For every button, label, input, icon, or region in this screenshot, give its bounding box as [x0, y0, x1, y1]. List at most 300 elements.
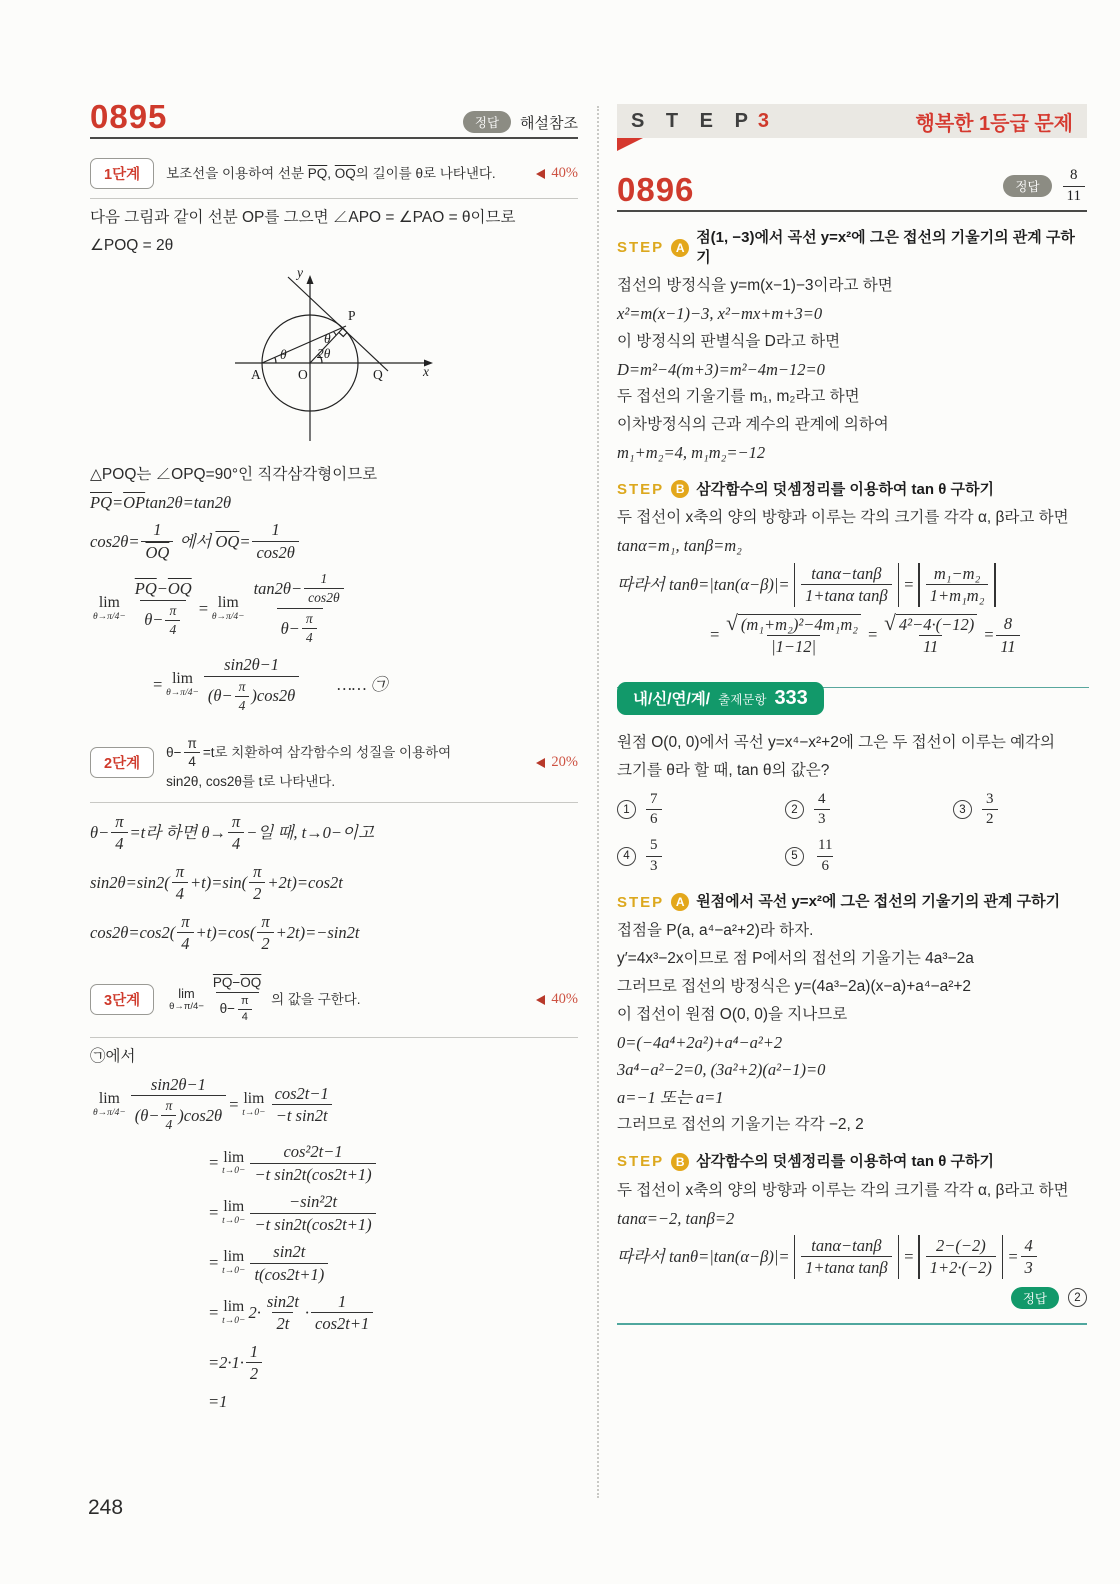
math-line — [617, 613, 1087, 658]
math-text: π — [181, 911, 190, 931]
problem-number: 0895 — [90, 98, 168, 135]
radical-icon: √ — [884, 611, 896, 636]
final-answer-badge: 정답 — [1011, 1287, 1059, 1309]
math-text: cos2t+1 — [315, 1314, 370, 1334]
math-text: 2 — [261, 934, 270, 954]
fraction — [165, 602, 180, 639]
fraction — [131, 578, 196, 639]
badge-series: 내/신/연/계/ — [633, 690, 711, 708]
step-description — [166, 163, 524, 185]
math-text: 4 — [1024, 1236, 1033, 1255]
step-letter-icon: B — [671, 1153, 689, 1171]
step-word: STEP — [617, 1153, 665, 1171]
step-heading-title: 원점에서 곡선 y=x²에 그은 접선의 기울기의 관계 구하기 — [696, 893, 1061, 911]
choice-number-icon: 5 — [785, 847, 804, 866]
fraction — [801, 563, 892, 607]
limit-operator: lim t→0− — [222, 1198, 246, 1227]
step-percentage — [536, 991, 578, 1008]
math-text: =1 — [208, 1391, 228, 1411]
math-text: 따라서 tanθ=|tan(α−β)|= — [617, 574, 790, 594]
overline-segment: $\overline{OP}$ — [123, 493, 146, 512]
math-text: tanα−tanβ — [811, 1236, 882, 1255]
fraction — [172, 861, 188, 905]
left-triangle-icon — [536, 169, 545, 179]
text-line: y′=4x³−2x이므로 점 P에서의 접선의 기울기는 4a³−2a — [617, 949, 974, 967]
math-line — [90, 1341, 578, 1385]
step-percentage — [536, 754, 578, 771]
math-text: 1 — [271, 520, 280, 540]
math-text: 4 — [175, 884, 185, 904]
text-line: 이차방정식의 근과 계수의 관계에 의하여 — [617, 416, 889, 434]
math-line — [617, 303, 1087, 324]
linked-problem-badge — [617, 682, 824, 715]
math-text: θ− — [219, 1001, 235, 1017]
math-text: π — [115, 811, 124, 831]
limit-operator: lim θ→π/4− — [166, 670, 199, 698]
answer-badge: 정답 — [1003, 175, 1051, 197]
math-text: )cos2θ — [178, 1105, 223, 1125]
math-text: cos²2t−1 — [283, 1142, 343, 1162]
step-percentage — [536, 165, 578, 182]
step-heading — [617, 228, 1087, 267]
math-text: 1 — [320, 571, 328, 587]
problem-header-0896 — [617, 166, 1087, 210]
math-text: 2t — [276, 1314, 290, 1334]
math-text: 4 — [115, 834, 124, 854]
math-text: = — [239, 531, 251, 551]
limit-operator: lim θ→π/4− — [169, 985, 204, 1013]
limit-operator: lim t→0− — [242, 1089, 266, 1118]
math-text: π — [238, 678, 246, 694]
math-text: sin2θ−1 — [224, 655, 280, 675]
math-text: −t sin2t(cos2t+1) — [254, 1214, 372, 1234]
math-text: −일 때, t→0−이고 — [246, 823, 374, 843]
angle-label-theta-A: θ — [280, 347, 287, 362]
geometry-figure — [215, 263, 578, 458]
math-text: 2 — [249, 1364, 259, 1384]
overline-segment: $\overline{PQ}$ — [212, 974, 233, 990]
math-text: = — [208, 1303, 220, 1323]
text-line: 다음 그림과 같이 선분 OP를 그으면 ∠APO = ∠PAO = θ이므로 — [90, 209, 516, 226]
math-text: 3a⁴−a²−2=0, (3a²+2)(a²−1)=0 — [617, 1060, 826, 1080]
math-text: sin2t — [273, 1242, 306, 1262]
fraction — [271, 1083, 333, 1127]
math-line — [90, 1391, 578, 1412]
step-label: 2단계 — [90, 747, 154, 778]
page-number: 248 — [88, 1496, 124, 1519]
step3-label: S T E P 3 — [631, 109, 770, 132]
choice-fraction: $\frac{11}{6}$ — [814, 836, 836, 876]
math-text: −sin²2t — [288, 1192, 338, 1212]
math-line — [90, 519, 578, 563]
tall-bar — [918, 563, 920, 607]
fraction — [131, 1074, 226, 1135]
fraction — [926, 563, 989, 607]
text-line: 이 방정식의 판별식을 D라고 하면 — [617, 332, 841, 350]
math-text: π — [175, 861, 185, 881]
math-text: π — [240, 994, 249, 1007]
math-text: tan2θ=tan2θ — [145, 493, 232, 512]
math-text: = — [152, 675, 164, 695]
angle-label-2theta: 2θ — [317, 346, 331, 361]
math-text: +t)=sin( — [190, 873, 248, 893]
fraction — [183, 735, 200, 772]
math-text: = — [228, 1094, 240, 1114]
tall-bar — [898, 1235, 900, 1279]
answer-value: 해설참조 — [520, 114, 578, 132]
circle-tangent-diagram — [215, 263, 515, 453]
section-end-rule — [617, 1323, 1087, 1325]
math-line — [90, 861, 578, 905]
math-text: = — [903, 574, 915, 594]
limit-operator: lim θ→π/4− — [211, 594, 245, 622]
math-text: π — [305, 611, 313, 627]
fraction — [926, 1235, 996, 1279]
choice-number-icon: 1 — [617, 800, 636, 819]
math-text: 1+tanα tanβ — [805, 586, 888, 606]
text-line: 크기를 θ라 할 때, tan θ의 값은? — [617, 761, 830, 779]
fraction — [801, 1235, 892, 1279]
answer-reference — [463, 111, 578, 133]
fraction — [304, 570, 343, 607]
math-line — [617, 1059, 1087, 1080]
math-text: = — [208, 1153, 220, 1173]
fraction — [250, 1141, 375, 1185]
math-text: 4 — [181, 934, 190, 954]
math-text: cos2θ=cos2( — [90, 923, 176, 943]
math-text: D=m²−4(m+3)=m²−4m−12=0 — [617, 359, 825, 379]
text-line: ㉠에서 — [90, 1047, 136, 1065]
final-answer-row — [617, 1287, 1087, 1309]
math-text: 0=(−4a⁴+2a²)+a⁴−a²+2 — [617, 1032, 783, 1052]
math-text: 1 — [153, 520, 162, 540]
math-text: 4 — [238, 697, 246, 713]
badge-number: 333 — [774, 686, 808, 709]
percent-value: 40% — [551, 165, 578, 181]
overline-segment: $\overline{OQ}$ — [334, 165, 356, 181]
header-rule — [617, 210, 1087, 212]
math-line — [90, 654, 578, 715]
overline-segment: $\overline{OQ}$ — [167, 579, 192, 599]
math-line — [90, 1191, 578, 1235]
math-text: −t sin2t(cos2t+1) — [254, 1164, 372, 1184]
math-text: …… ㉠ — [337, 675, 388, 695]
fraction — [311, 1291, 373, 1335]
math-line — [617, 442, 1087, 463]
math-text: = — [866, 625, 879, 645]
math-text: π — [261, 911, 270, 931]
math-text: π — [231, 811, 241, 831]
step-heading-title: 점(1, −3)에서 곡선 y=x²에 그은 접선의 기울기의 관계 구하기 — [696, 229, 1075, 266]
math-line — [90, 569, 578, 648]
axis-label-y: y — [297, 265, 303, 280]
math-text: 4 — [305, 630, 313, 646]
choice-number-icon: 2 — [785, 800, 804, 819]
math-text: θ− — [166, 745, 182, 761]
math-text: sin2θ−1 — [150, 1074, 206, 1094]
math-line — [617, 1235, 1087, 1279]
math-text: = — [197, 599, 209, 619]
math-line — [617, 1087, 1087, 1108]
math-text: 의 길이를 θ로 나타낸다. — [355, 165, 496, 181]
math-text: 8 — [1003, 614, 1013, 634]
square-root — [884, 611, 977, 636]
tall-bar — [794, 1235, 796, 1279]
math-text: )cos2θ — [251, 686, 296, 706]
overline-segment: $\overline{PQ}$ — [90, 493, 112, 512]
choice-fraction: $\frac{7}{6}$ — [646, 790, 662, 830]
math-text: = — [112, 493, 124, 512]
limit-operator: lim t→0− — [222, 1248, 246, 1277]
fraction — [111, 811, 127, 855]
math-text: θ− — [90, 823, 110, 843]
overline-segment: $\overline{OQ}$ — [215, 531, 240, 551]
fraction — [204, 654, 299, 715]
math-text: = — [709, 625, 721, 645]
math-text: 따라서 tanθ=|tan(α−β)|= — [617, 1247, 790, 1267]
step-label: 3단계 — [90, 984, 154, 1015]
fraction — [1021, 1235, 1037, 1279]
text-line: △POQ는 ∠OPQ=90°인 직각삼각형이므로 — [90, 466, 378, 483]
choice-item — [953, 790, 1087, 830]
limit-operator: lim θ→π/4− — [93, 594, 126, 622]
fraction — [302, 610, 317, 647]
limit-operator: lim t→0− — [222, 1298, 246, 1327]
math-line — [90, 1141, 578, 1185]
choice-fraction: $\frac{4}{3}$ — [814, 790, 830, 830]
math-line — [90, 1291, 578, 1335]
text-line: 원점 O(0, 0)에서 곡선 y=x⁴−x²+2에 그은 두 접선이 이루는 예각의 — [617, 733, 1056, 751]
math-text: = — [1007, 1247, 1019, 1267]
fraction — [880, 613, 981, 658]
fraction — [209, 974, 265, 1026]
math-text: +2t)=−sin2t — [275, 923, 360, 943]
point-label-A: A — [251, 367, 261, 382]
step3-banner — [617, 104, 1087, 138]
fraction — [263, 1291, 303, 1335]
fraction — [249, 861, 265, 905]
tall-bar — [994, 563, 996, 607]
math-text: π — [187, 735, 197, 751]
math-text: 4 — [241, 1010, 248, 1023]
math-text: 의 값을 구한다. — [267, 992, 361, 1007]
text-line: 두 접선이 x축의 양의 방향과 이루는 각의 크기를 각각 α, β라고 하면 — [617, 1181, 1069, 1199]
math-text: (m₁+m₂)²−4m₁m₂ — [740, 614, 858, 634]
math-text: +t)=cos( — [195, 923, 256, 943]
axis-label-x: x — [423, 364, 429, 379]
left-triangle-icon — [536, 758, 545, 768]
math-text: 1+2·(−2) — [929, 1258, 992, 1278]
math-text: = — [208, 1253, 220, 1273]
point-label-P: P — [348, 308, 356, 323]
math-text: tanα=−2, tanβ=2 — [617, 1208, 735, 1228]
step3-title: 행복한 1등급 문제 — [915, 112, 1073, 135]
math-text: =t로 치환하여 삼각함수의 성질을 이용하여 — [202, 745, 452, 761]
math-text: = — [983, 625, 995, 645]
math-text: = — [208, 1203, 220, 1223]
step-description — [166, 733, 524, 793]
math-text: +2t)=cos2t — [267, 873, 343, 893]
math-text: 4 — [169, 621, 177, 637]
math-text: |1−12| — [771, 637, 817, 657]
left-solution-flow — [90, 151, 578, 1412]
math-line — [90, 911, 578, 955]
step-heading-title: 삼각함수의 덧셈정리를 이용하여 tan θ 구하기 — [696, 480, 994, 498]
choice-item — [617, 836, 785, 876]
math-text: 4 — [231, 834, 241, 854]
text-line: 두 접선이 x축의 양의 방향과 이루는 각의 크기를 각각 α, β라고 하면 — [617, 509, 1069, 527]
math-text: =t라 하면 θ→ — [129, 823, 226, 843]
math-text: · — [304, 1303, 310, 1323]
math-text: cos2t−1 — [274, 1083, 329, 1103]
angle-label-theta-P: θ — [324, 331, 331, 346]
fraction — [237, 994, 253, 1025]
right-solution-flow — [617, 228, 1087, 1325]
math-line — [617, 535, 1087, 556]
text-line: 접점을 P(a, a⁴−a²+2)라 하자. — [617, 921, 814, 939]
tall-bar — [794, 563, 796, 607]
math-text: = — [903, 1247, 915, 1267]
limit-operator: lim t→0− — [222, 1148, 246, 1177]
choice-item — [785, 836, 953, 876]
right-column — [617, 104, 1087, 1325]
overline-segment: $\overline{PQ}$ — [307, 165, 328, 181]
text-line: 이 접선이 원점 O(0, 0)을 지나므로 — [617, 1005, 848, 1023]
math-text: 2−(−2) — [935, 1236, 986, 1255]
math-text: 11 — [1000, 636, 1016, 656]
text-line: 접선의 방정식을 y=m(x−1)−3이라고 하면 — [617, 277, 893, 295]
math-text: sin2θ, cos2θ를 t로 나타낸다. — [166, 774, 336, 790]
tall-bar — [1002, 1235, 1004, 1279]
final-answer-choice-icon: 2 — [1068, 1288, 1087, 1307]
fraction — [250, 1241, 328, 1285]
math-text: m₁+m₂=4, m₁m₂=−12 — [617, 443, 766, 463]
math-text: 1 — [338, 1291, 347, 1311]
step-heading — [617, 480, 1087, 500]
step-description — [166, 972, 524, 1028]
fraction — [235, 678, 250, 715]
step-heading — [617, 892, 1087, 912]
step-word: STEP — [617, 239, 665, 257]
header-rule — [90, 137, 578, 139]
choice-item — [785, 790, 953, 830]
math-text: θ− — [144, 610, 164, 630]
math-text: x²=m(x−1)−3, x²−mx+m+3=0 — [617, 304, 823, 324]
math-line — [90, 811, 578, 855]
math-text: 4²−4·(−12) — [898, 614, 975, 634]
math-text: 2· — [248, 1303, 261, 1323]
badge-type: 출제문항 — [718, 692, 767, 707]
fraction — [252, 519, 298, 563]
math-line — [617, 1208, 1087, 1229]
math-text: cos2θ — [308, 590, 340, 606]
math-line — [90, 1241, 578, 1285]
math-text: m₁−m₂ — [933, 563, 981, 583]
step-box — [90, 151, 578, 199]
math-line — [617, 359, 1087, 380]
fraction — [250, 1191, 375, 1235]
math-text: t(cos2t+1) — [254, 1264, 325, 1284]
step-word: STEP — [617, 893, 665, 911]
tall-bar — [898, 563, 900, 607]
text-line: ∠POQ = 2θ — [90, 237, 174, 254]
step-box — [90, 965, 578, 1038]
fraction — [228, 811, 244, 855]
math-line — [90, 492, 578, 513]
step-letter-icon: A — [671, 893, 689, 911]
fraction — [257, 911, 273, 955]
math-line — [90, 1074, 578, 1135]
math-text: 3 — [1024, 1258, 1033, 1278]
fraction — [177, 911, 193, 955]
math-text: 보조선을 이용하여 선분 — [166, 165, 308, 181]
math-text: a=−1 또는 a=1 — [617, 1087, 724, 1107]
math-text: − — [232, 974, 241, 990]
text-line: 그러므로 접선의 기울기는 각각 −2, 2 — [617, 1116, 864, 1134]
point-label-O: O — [298, 367, 308, 382]
radical-icon: √ — [726, 611, 738, 636]
math-text: 1+m₁m₂ — [929, 586, 985, 606]
math-text: sin2t — [266, 1291, 299, 1311]
math-text: , — [327, 165, 335, 181]
math-text: −t sin2t — [275, 1105, 328, 1125]
overline-segment: $\overline{OQ}$ — [240, 974, 262, 990]
overline-segment: $\overline{PQ}$ — [134, 579, 157, 599]
math-text: 4 — [188, 754, 196, 770]
math-text: π — [165, 1098, 173, 1114]
math-text: 1+tanα tanβ — [805, 1258, 888, 1278]
math-text: cos2θ= — [90, 531, 140, 551]
math-text: π — [253, 861, 262, 881]
step-letter-icon: A — [671, 239, 689, 257]
left-triangle-icon — [536, 995, 545, 1005]
choice-fraction: $\frac{5}{3}$ — [646, 836, 662, 876]
problem-number: 0896 — [617, 171, 695, 209]
overline-segment: OQ — [145, 542, 170, 562]
step-heading-title: 삼각함수의 덧셈정리를 이용하여 tan θ 구하기 — [696, 1153, 994, 1171]
problem-header-0895 — [90, 100, 578, 137]
fraction — [722, 613, 865, 658]
math-text: 에서 — [175, 531, 216, 551]
text-line: 그러므로 접선의 방정식은 y=(4a³−2a)(x−a)+a⁴−a²+2 — [617, 977, 972, 995]
math-text: π — [169, 602, 177, 618]
math-text: (θ− — [134, 1105, 160, 1125]
step-heading — [617, 1152, 1087, 1172]
answer-choices — [617, 790, 1087, 877]
choice-fraction: $\frac{3}{2}$ — [982, 790, 998, 830]
choice-number-icon: 4 — [617, 847, 636, 866]
step-box — [90, 726, 578, 803]
math-text: sin2θ=sin2( — [90, 873, 170, 893]
fraction — [246, 1341, 262, 1385]
step-word: STEP — [617, 480, 665, 498]
fraction — [996, 613, 1019, 657]
answer-fraction: $\frac{8}{11}$ — [1063, 166, 1085, 206]
tall-bar — [918, 1235, 920, 1279]
math-text: 1 — [249, 1341, 259, 1361]
math-text: (θ− — [207, 686, 233, 706]
square-root — [726, 611, 861, 636]
column-divider — [597, 106, 599, 1498]
math-line — [617, 563, 1087, 607]
fraction — [161, 1097, 176, 1134]
math-text: θ− — [280, 619, 300, 638]
choice-item — [617, 790, 785, 830]
choice-number-icon: 3 — [953, 800, 972, 819]
math-text: 11 — [923, 637, 939, 657]
left-column — [90, 100, 578, 1418]
percent-value: 40% — [551, 991, 578, 1008]
